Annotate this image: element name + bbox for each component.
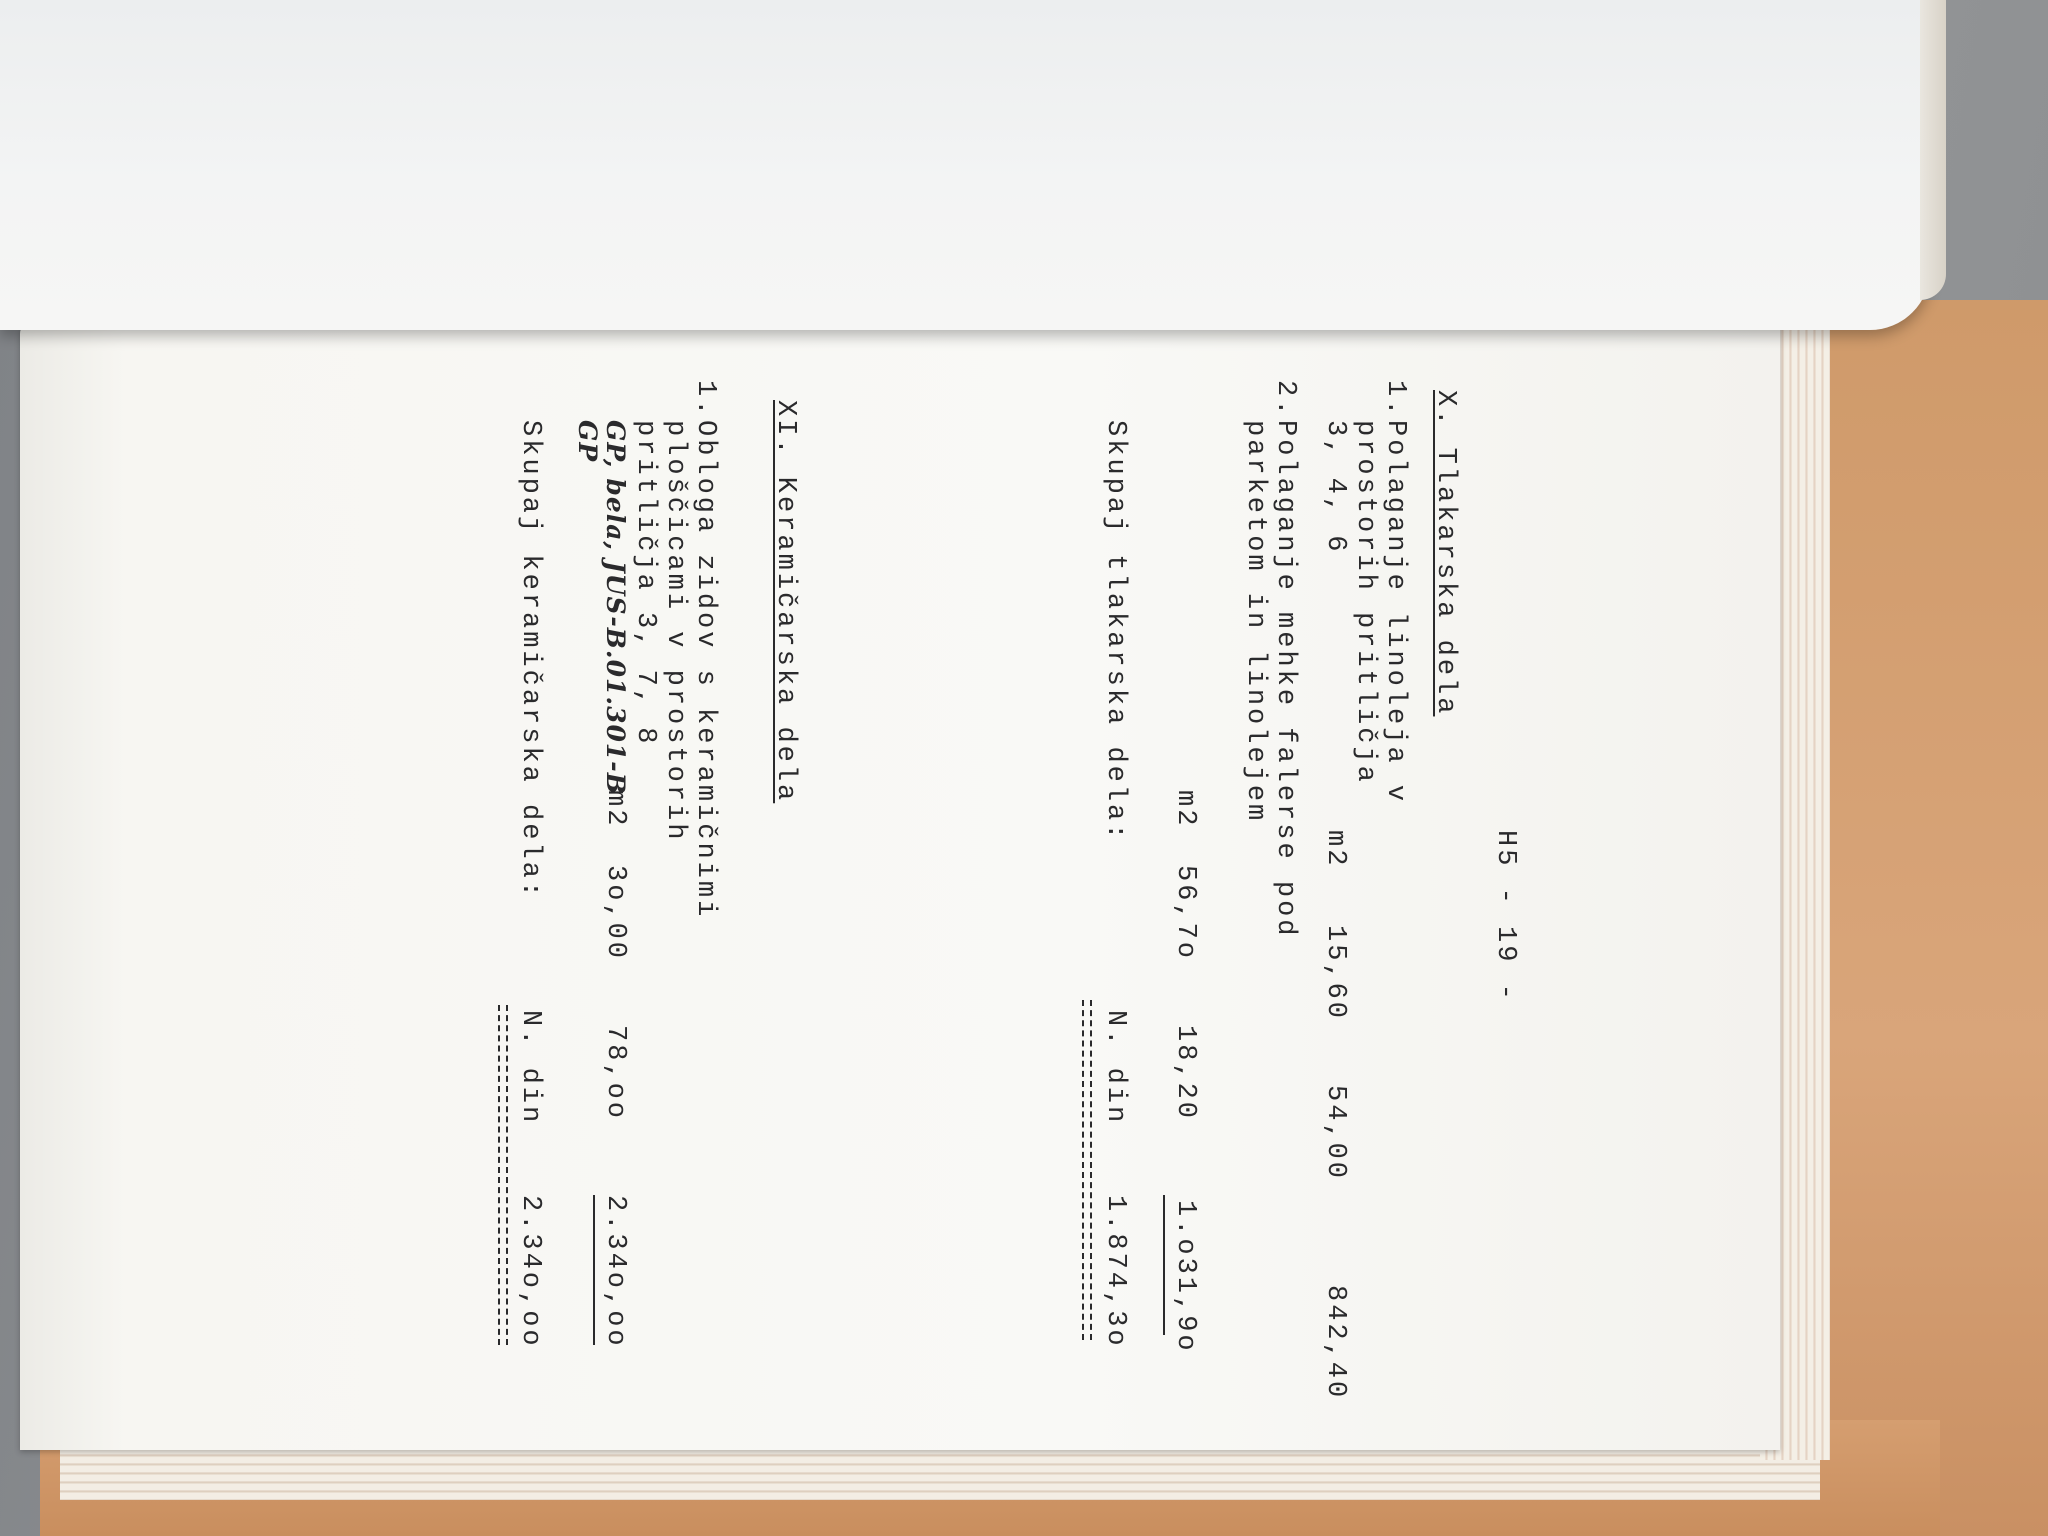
item-unit: m2 xyxy=(600,790,630,829)
section-total-label: Skupaj tlakarska dela: xyxy=(1100,420,1130,843)
handwritten-note: GP xyxy=(573,420,602,463)
upper-page-edge xyxy=(1920,0,1946,300)
item-description-line: 3, 4, 6 xyxy=(1320,420,1350,555)
item-description-line: Polaganje mehke falerse pod xyxy=(1270,420,1300,939)
section-total-amount: 2.34o,oo xyxy=(515,1195,545,1349)
item-quantity: 3o,00 xyxy=(600,865,630,962)
item-unit-price: 78,oo xyxy=(600,1025,630,1122)
handwritten-note: GP, bela, JUS-B.01.301-B xyxy=(601,420,630,795)
item-quantity: 15,60 xyxy=(1320,925,1350,1022)
item-description-line: parketom in linolejem xyxy=(1240,420,1270,824)
item-description-line: ploščicami v prostorih xyxy=(660,420,690,843)
item-unit-price: 54,00 xyxy=(1320,1085,1350,1182)
typed-sheet xyxy=(480,360,1520,1520)
item-description-line: Polaganje linoleja v xyxy=(1380,420,1410,805)
item-number: 1. xyxy=(1380,380,1410,419)
item-amount: 842,40 xyxy=(1320,1285,1350,1401)
section-total-label: Skupaj keramičarska dela: xyxy=(515,420,545,901)
section-xi-heading: XI. Keramičarska dela xyxy=(770,400,800,804)
item-number: 2. xyxy=(1270,380,1300,419)
item-description-line: prostorih pritličja xyxy=(1350,420,1380,785)
total-double-rule xyxy=(1082,1000,1092,1340)
page-number: H5 - 19 - xyxy=(1490,830,1520,1003)
item-quantity: 56,7o xyxy=(1170,865,1200,962)
item-unit: m2 xyxy=(1170,790,1200,829)
subtotal-rule xyxy=(1163,1195,1165,1335)
item-amount: 1.o31,9o xyxy=(1170,1200,1200,1354)
section-total-currency: N. din xyxy=(515,1010,545,1126)
item-description-line: pritličja 3, 7, 8 xyxy=(630,420,660,747)
subtotal-rule xyxy=(593,1195,595,1345)
section-x-heading: X. Tlakarska dela xyxy=(1430,390,1460,717)
upper-page-flap xyxy=(0,0,1930,330)
item-description-line: Obloga zidov s keramičnimi xyxy=(690,420,720,920)
total-double-rule xyxy=(498,1005,508,1345)
section-total-amount: 1.874,3o xyxy=(1100,1195,1130,1349)
item-unit: m2 xyxy=(1320,830,1350,869)
section-total-currency: N. din xyxy=(1100,1010,1130,1126)
item-unit-price: 18,20 xyxy=(1170,1025,1200,1122)
item-number: 1. xyxy=(690,380,720,419)
item-amount: 2.34o,oo xyxy=(600,1195,630,1349)
